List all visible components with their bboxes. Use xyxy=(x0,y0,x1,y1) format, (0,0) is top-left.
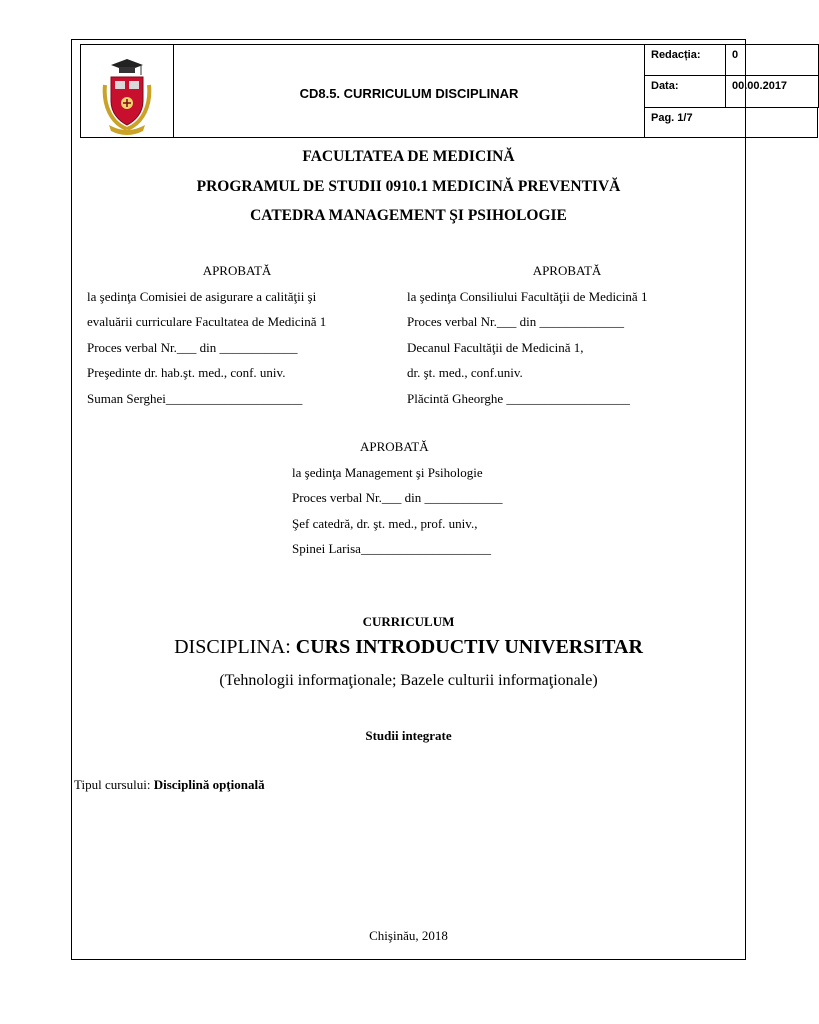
meta-date-label: Data: xyxy=(651,80,679,92)
approval-right-line: Proces verbal Nr.___ din _____________ xyxy=(407,314,625,329)
department-title: CATEDRA MANAGEMENT ŞI PSIHOLOGIE xyxy=(250,207,567,224)
approval-right-line: la şedinţa Consiliului Facultăţii de Medicină 1 xyxy=(407,288,648,304)
meta-page-cell xyxy=(644,107,818,138)
approval-left-head: APROBATĂ xyxy=(202,263,272,278)
discipline-name: CURS INTRODUCTIV UNIVERSITAR xyxy=(295,636,643,658)
approval-right-line: Plăcintă Gheorghe ___________________ xyxy=(407,390,630,406)
course-type xyxy=(74,777,265,793)
meta-date-label-cell xyxy=(644,75,726,108)
course-type-value: Disciplină opţională xyxy=(153,777,265,792)
place-year: Chişinău, 2018 xyxy=(369,928,448,943)
approval-center-head: APROBATĂ xyxy=(360,439,429,454)
logo-cell xyxy=(80,44,174,138)
studies-type: Studii integrate xyxy=(365,728,452,743)
meta-redaction-label: Redacția: xyxy=(651,49,701,61)
document-code-title-cell xyxy=(173,44,645,138)
approval-left-line: Proces verbal Nr.___ din ____________ xyxy=(87,339,298,355)
approval-right-block xyxy=(407,258,727,411)
approval-right-line: dr. şt. med., conf.univ. xyxy=(407,365,523,380)
approval-left-line: Suman Serghei_____________________ xyxy=(87,390,303,406)
discipline-prefix: DISCIPLINA: xyxy=(174,636,296,658)
approval-right-line: Decanul Facultăţii de Medicină 1, xyxy=(407,339,584,355)
document-header-table xyxy=(80,44,788,138)
approval-center-line: Şef catedră, dr. şt. med., prof. univ., xyxy=(292,515,478,531)
meta-date-value: 00.00.2017 xyxy=(732,80,788,92)
meta-redaction-value: 0 xyxy=(732,49,739,61)
discipline-subtitle: (Tehnologii informaţionale; Bazele culturii informaţionale) xyxy=(219,672,598,689)
approval-center-line: la şedinţa Management şi Psihologie xyxy=(292,464,483,480)
faculty-title: FACULTATEA DE MEDICINĂ xyxy=(302,148,515,165)
approval-center-block xyxy=(292,434,552,562)
approval-left-block xyxy=(87,258,387,411)
document-code-title: CD8.5. CURRICULUM DISCIPLINAR xyxy=(299,85,519,101)
approval-left-line: la şedinţa Comisiei de asigurare a calităţii şi xyxy=(87,288,317,304)
course-type-label: Tipul cursului: xyxy=(74,777,154,792)
meta-redaction-value-cell xyxy=(725,44,819,76)
curriculum-label: CURRICULUM xyxy=(362,614,455,629)
approval-left-line: evaluării curriculare Facultatea de Medicină 1 xyxy=(87,314,327,329)
approval-left-line: Preşedinte dr. hab.şt. med., conf. univ. xyxy=(87,365,286,380)
approval-right-head: APROBATĂ xyxy=(532,263,602,278)
meta-page-label: Pag. 1/7 xyxy=(651,112,693,124)
discipline-title xyxy=(71,636,746,659)
meta-redaction-label-cell xyxy=(644,44,726,76)
meta-date-value-cell xyxy=(725,75,819,108)
approval-center-line: Spinei Larisa____________________ xyxy=(292,541,491,556)
university-crest-icon xyxy=(81,45,173,137)
program-title: PROGRAMUL DE STUDII 0910.1 MEDICINĂ PREVENTIVĂ xyxy=(196,178,621,195)
approval-center-line: Proces verbal Nr.___ din ____________ xyxy=(292,490,503,505)
